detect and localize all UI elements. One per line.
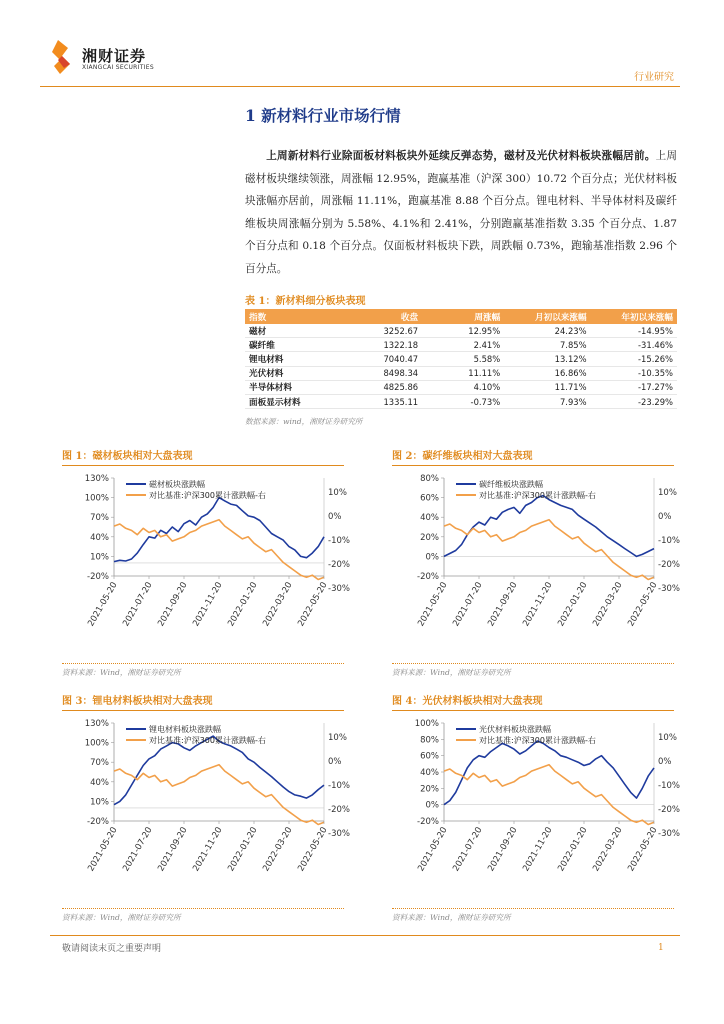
footer-rule — [50, 935, 680, 936]
line-chart — [392, 711, 680, 906]
tick-label-right: -20% — [658, 560, 680, 570]
tick-label-right: -10% — [658, 536, 680, 546]
tick-label-left: 100% — [84, 493, 109, 504]
page-number: 1 — [658, 943, 664, 953]
table-cell-name: 磁材 — [245, 324, 357, 338]
table-header-cell: 指数 — [245, 309, 357, 324]
tick-label-right: -30% — [658, 584, 680, 594]
table-cell-value: -17.27% — [591, 380, 677, 394]
series-benchmark-line — [114, 765, 324, 825]
table-row — [245, 366, 677, 380]
figure-source: 资料来源：Wind，湘财证券研究所 — [392, 668, 511, 677]
figure-source: 资料来源：Wind，湘财证券研究所 — [62, 913, 181, 922]
tick-label-x: 2021-11-20 — [521, 580, 555, 629]
tick-label-right: 0% — [328, 512, 342, 522]
tick-label-right: 10% — [328, 488, 347, 498]
legend-label: 对比基准:沪深300累计涨跌幅-右 — [479, 491, 596, 500]
tick-label-right: 10% — [658, 733, 677, 743]
tick-label-left: 130% — [84, 474, 109, 484]
tick-label-x: 2021-07-20 — [121, 825, 155, 874]
table-cell-value: 7.85% — [504, 338, 590, 352]
tick-label-left: 20% — [420, 784, 439, 795]
table-caption: 表 1：新材料细分板块表现 — [245, 296, 366, 307]
report-category: 行业研究 — [634, 72, 674, 83]
brand-name: 湘财证券 — [82, 47, 147, 65]
table-cell-value: 1322.18 — [357, 338, 422, 352]
tick-label-left: 10% — [90, 552, 109, 563]
figure-bottom-rule — [392, 663, 674, 664]
tick-label-x: 2022-05-20 — [296, 825, 330, 874]
tick-label-left: 0% — [425, 552, 439, 563]
tick-label-left: 100% — [84, 738, 109, 749]
table-cell-value: -10.35% — [591, 366, 677, 380]
table-cell-value: 7040.47 — [357, 352, 422, 366]
section-title: 1 新材料行业市场行情 — [245, 106, 401, 125]
tick-label-x: 2021-11-20 — [191, 580, 225, 629]
table-row — [245, 352, 677, 366]
series-sector-line — [444, 741, 654, 805]
tick-label-x: 2022-05-20 — [626, 825, 660, 874]
tick-label-right: 10% — [328, 733, 347, 743]
tick-label-x: 2022-03-20 — [261, 825, 295, 874]
figure-4 — [392, 692, 680, 923]
table-cell-value: 8498.34 — [357, 366, 422, 380]
table-row — [245, 338, 677, 352]
tick-label-left: 70% — [90, 758, 109, 769]
tick-label-right: -30% — [658, 829, 680, 839]
tick-label-x: 2022-03-20 — [591, 825, 625, 874]
tick-label-right: -20% — [328, 560, 350, 570]
legend-label: 对比基准:沪深300累计涨跌幅-右 — [149, 736, 266, 745]
table-header-cell: 月初以来涨幅 — [504, 309, 590, 324]
figure-bottom-rule — [62, 663, 344, 664]
table-cell-value: 5.58% — [422, 352, 504, 366]
tick-label-left: 80% — [420, 474, 439, 484]
figure-caption: 图 4：光伏材料板块相对大盘表现 — [392, 696, 543, 707]
tick-label-left: 20% — [420, 532, 439, 543]
tick-label-x: 2022-05-20 — [296, 580, 330, 629]
series-benchmark-line — [444, 765, 654, 825]
figure-caption: 图 3：锂电材料板块相对大盘表现 — [62, 696, 213, 707]
line-chart — [62, 711, 350, 906]
table-row — [245, 394, 677, 408]
tick-label-x: 2021-09-20 — [156, 825, 190, 874]
table-cell-value: -14.95% — [591, 324, 677, 338]
table-row — [245, 324, 677, 338]
table-cell-value: 4825.86 — [357, 380, 422, 394]
tick-label-x: 2021-09-20 — [486, 580, 520, 629]
table-header-row — [245, 309, 677, 324]
legend-label: 锂电材料板块涨跌幅 — [149, 725, 221, 734]
legend-label: 对比基准:沪深300累计涨跌幅-右 — [479, 736, 596, 745]
summary-body: 上周磁材板块继续领涨，周涨幅 12.95%，跑赢基准（沪深 300）10.72 个百分点；光伏材料板块涨幅亦居前，周涨幅 11.11%，跑赢基准 8.88 个百分点。锂电材料、半导体材料及碳纤维板块周涨幅分别为 5.58%、4.1%和 2.41%，分别跑赢基准指数 3.35 个百分点、1.87 个百分点和 0.18 个百分点。仅面板材料板块下跌，周跌幅 0.73%，跑输基准指数 2.96 个百分点。 — [245, 150, 678, 275]
tick-label-right: 0% — [658, 757, 672, 767]
tick-label-x: 2021-11-20 — [521, 825, 555, 874]
logo-mark-icon — [50, 40, 76, 74]
table-cell-name: 光伏材料 — [245, 366, 357, 380]
figure-source: 资料来源：Wind，湘财证券研究所 — [392, 913, 511, 922]
tick-label-right: -20% — [658, 805, 680, 815]
table-cell-value: 16.86% — [504, 366, 590, 380]
tick-label-x: 2021-07-20 — [451, 580, 485, 629]
tick-label-x: 2022-01-20 — [226, 580, 260, 629]
tick-label-x: 2021-07-20 — [451, 825, 485, 874]
figure-2 — [392, 447, 680, 678]
table-cell-value: 13.12% — [504, 352, 590, 366]
tick-label-x: 2021-09-20 — [156, 580, 190, 629]
tick-label-left: 80% — [420, 735, 439, 746]
table-cell-value: 24.23% — [504, 324, 590, 338]
table-cell-value: 11.11% — [422, 366, 504, 380]
tick-label-x: 2021-05-20 — [416, 825, 450, 874]
figure-3 — [62, 692, 350, 923]
tick-label-x: 2021-05-20 — [86, 825, 120, 874]
table-cell-value: 3252.67 — [357, 324, 422, 338]
table-cell-value: -23.29% — [591, 394, 677, 408]
tick-label-left: 0% — [425, 800, 439, 811]
table-cell-value: -0.73% — [422, 394, 504, 408]
table-cell-value: 4.10% — [422, 380, 504, 394]
brand-name-en: XIANGCAI SECURITIES — [82, 64, 154, 71]
tick-label-left: 40% — [420, 768, 439, 778]
table-row — [245, 380, 677, 394]
table-header-cell: 周涨幅 — [422, 309, 504, 324]
footer-disclaimer: 敬请阅读末页之重要声明 — [62, 944, 162, 954]
series-sector-line — [114, 736, 324, 805]
tick-label-left: -20% — [417, 572, 439, 582]
table-source: 数据来源：wind，湘财证券研究所 — [245, 417, 363, 426]
tick-label-left: 130% — [84, 719, 109, 729]
tick-label-right: -10% — [328, 781, 350, 791]
tick-label-right: -10% — [658, 781, 680, 791]
tick-label-x: 2021-07-20 — [121, 580, 155, 629]
tick-label-left: 100% — [414, 719, 439, 729]
tick-label-left: 70% — [90, 513, 109, 524]
tick-label-left: 10% — [90, 797, 109, 808]
tick-label-left: -20% — [87, 817, 109, 827]
tick-label-left: -20% — [417, 817, 439, 827]
tick-label-x: 2021-05-20 — [86, 580, 120, 629]
tick-label-x: 2022-03-20 — [261, 580, 295, 629]
table-cell-name: 面板显示材料 — [245, 394, 357, 408]
legend-label: 碳纤维板块涨跌幅 — [479, 480, 543, 489]
table-cell-value: -31.46% — [591, 338, 677, 352]
line-chart — [392, 466, 680, 661]
figure-caption: 图 2：碳纤维板块相对大盘表现 — [392, 451, 533, 462]
sector-table — [245, 309, 677, 409]
tick-label-left: 60% — [420, 751, 439, 762]
tick-label-x: 2021-09-20 — [486, 825, 520, 874]
table-cell-name: 锂电材料 — [245, 352, 357, 366]
legend-label: 对比基准:沪深300累计涨跌幅-右 — [149, 491, 266, 500]
tick-label-right: -20% — [328, 805, 350, 815]
tick-label-x: 2021-05-20 — [416, 580, 450, 629]
tick-label-x: 2022-03-20 — [591, 580, 625, 629]
tick-label-right: -10% — [328, 536, 350, 546]
tick-label-right: 10% — [658, 488, 677, 498]
tick-label-left: 40% — [420, 513, 439, 524]
legend-label: 光伏材料板块涨跌幅 — [479, 725, 551, 734]
summary-paragraph — [245, 145, 677, 280]
tick-label-right: 0% — [328, 757, 342, 767]
table-cell-name: 碳纤维 — [245, 338, 357, 352]
figure-1 — [62, 447, 350, 678]
figure-source: 资料来源：Wind，湘财证券研究所 — [62, 668, 181, 677]
tick-label-x: 2021-11-20 — [191, 825, 225, 874]
summary-lead: 上周新材料行业除面板材料板块外延续反弹态势，磁材及光伏材料板块涨幅居前。 — [266, 150, 656, 162]
figure-bottom-rule — [392, 908, 674, 909]
figure-caption: 图 1：磁材板块相对大盘表现 — [62, 451, 193, 462]
table-cell-value: 2.41% — [422, 338, 504, 352]
series-benchmark-line — [114, 520, 324, 580]
tick-label-left: 40% — [90, 777, 109, 788]
tick-label-left: 60% — [420, 493, 439, 504]
table-cell-value: 1335.11 — [357, 394, 422, 408]
table-cell-name: 半导体材料 — [245, 380, 357, 394]
table-header-cell: 收盘 — [357, 309, 422, 324]
table-cell-value: 7.93% — [504, 394, 590, 408]
tick-label-right: 0% — [658, 512, 672, 522]
tick-label-x: 2022-05-20 — [626, 580, 660, 629]
series-benchmark-line — [444, 520, 654, 580]
table-cell-value: 12.95% — [422, 324, 504, 338]
figure-bottom-rule — [62, 908, 344, 909]
legend-label: 磁材板块涨跌幅 — [149, 480, 205, 489]
line-chart — [62, 466, 350, 661]
tick-label-right: -30% — [328, 584, 350, 594]
table-header-cell: 年初以来涨幅 — [591, 309, 677, 324]
tick-label-x: 2022-01-20 — [556, 825, 590, 874]
table-cell-value: 11.71% — [504, 380, 590, 394]
table-cell-value: -15.26% — [591, 352, 677, 366]
tick-label-left: -20% — [87, 572, 109, 582]
tick-label-x: 2022-01-20 — [556, 580, 590, 629]
series-sector-line — [444, 496, 654, 557]
tick-label-left: 40% — [90, 532, 109, 543]
tick-label-x: 2022-01-20 — [226, 825, 260, 874]
tick-label-right: -30% — [328, 829, 350, 839]
header-rule — [40, 86, 680, 87]
